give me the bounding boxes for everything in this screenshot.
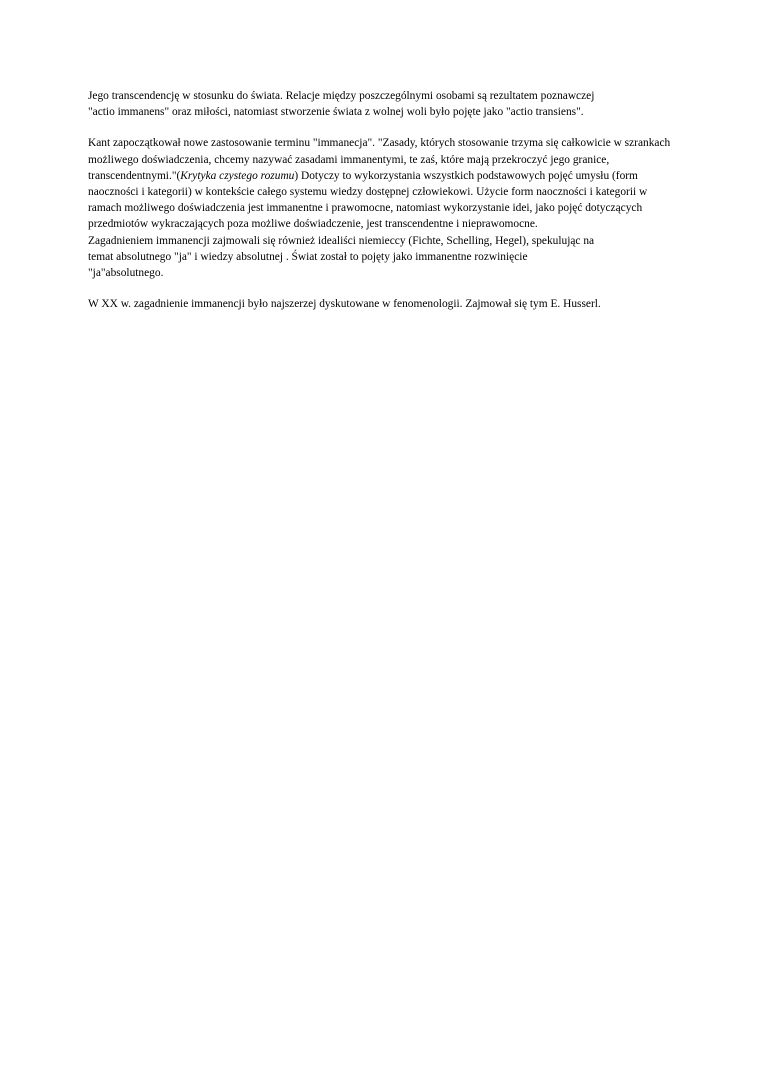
paragraph-3-line-1: Zagadnieniem immanencji zajmowali się również idealiści niemieccy (Fichte, Schelling, Hegel), spekulując na xyxy=(88,234,595,247)
paragraph-2 xyxy=(88,135,674,232)
paragraph-1-line-1: Jego transcendencję w stosunku do świata. Relacje między poszczególnymi osobami są rezultatem poznawczej xyxy=(88,90,595,102)
paragraph-1-line-2: "actio immanens" oraz miłości, natomiast stworzenie świata z wolnej woli było pojęte jako "actio transiens". xyxy=(88,106,584,119)
paragraph-gap-2 xyxy=(88,281,674,296)
paragraph-2-citation-title: Krytyka czystego rozumu xyxy=(180,169,295,182)
paragraph-3 xyxy=(88,233,674,282)
paragraph-4-line-1: W XX w. zagadnienie immanencji było najszerzej dyskutowane w fenomenologii. Zajmował się tym E. Husserl. xyxy=(88,298,601,311)
paragraph-gap-1 xyxy=(88,120,674,135)
paragraph-4 xyxy=(88,296,674,312)
paragraph-2-segment-1: Kant zapoczątkował nowe zastosowanie terminu "immanecja". "Zasady, których stosowanie trzyma się całkowicie w szrankach możliwego doświadczenia, chcemy nazywać zasadami immanentymi, te zaś, które mają przekroczyć jego granice, transcendentnymi."( xyxy=(88,137,671,182)
document-body xyxy=(88,88,674,312)
paragraph-3-line-2: temat absolutnego "ja" i wiedzy absolutnej . Świat został to pojęty jako immanentne rozwinięcie xyxy=(88,250,528,263)
paragraph-3-line-3: "ja"absolutnego. xyxy=(88,266,164,279)
paragraph-2-segment-3: ) Dotyczy to wykorzystania wszystkich podstawowych pojęć umysłu (form naoczności i kategorii) w kontekście całego systemu wiedzy dostępnej człowiekowi. Użycie form naoczności i kategorii w ramach możliwego doświadczenia jest immanentne i prawomocne, natomiast wykorzystanie idei, jako pojęć dotyczących przedmiotów wykraczających poza możliwe doświadczenie, jest transcendentne i nieprawomocne. xyxy=(88,169,648,231)
paragraph-1 xyxy=(88,88,674,120)
